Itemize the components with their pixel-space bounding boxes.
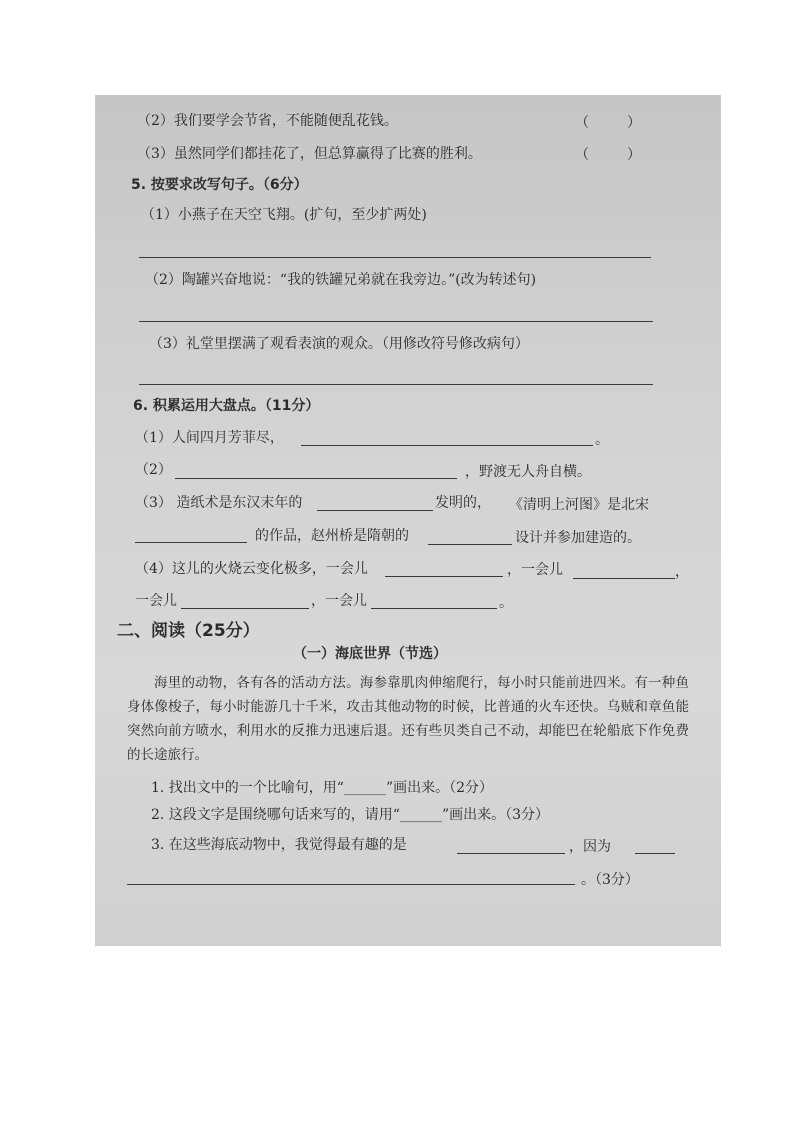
passage-title: （一）海底世界（节选） <box>293 646 447 662</box>
q6-item-4-text-e: ，一会儿 <box>311 593 367 609</box>
q4-item-3: （3）虽然同学们都挂花了，但总算赢得了比赛的胜利。 <box>137 146 482 162</box>
q6-item-3-text-d: 的作品，赵州桥是隋朝的 <box>255 528 409 544</box>
q6-item-3-text-c: 《清明上河图》是北宋 <box>509 497 649 513</box>
q6-item-4-text-c: ， <box>675 564 689 580</box>
reading-question-3-blank-1[interactable] <box>457 853 565 854</box>
q5-item-1: （1）小燕子在天空飞翔。(扩句，至少扩两处) <box>141 207 427 223</box>
q6-item-3-text-a: （3） 造纸术是东汉末年的 <box>135 495 303 511</box>
q6-item-4-text-a: （4）这儿的火烧云变化极多，一会儿 <box>135 561 368 577</box>
q5-title: 5. 按要求改写句子。（6分） <box>131 177 308 193</box>
q6-item-3-blank-1[interactable] <box>317 510 433 511</box>
q6-item-4-blank-4[interactable] <box>371 608 497 609</box>
reading-question-2: 2. 这段文字是围绕哪句话来写的，请用“______”画出来。（3分） <box>151 807 550 823</box>
q6-item-1-blank[interactable] <box>301 445 593 446</box>
q6-item-4-text-d: 一会儿 <box>135 593 177 609</box>
q6-item-2-blank[interactable] <box>175 478 457 479</box>
reading-question-3-text-a: 3. 在这些海底动物中，我觉得最有趣的是 <box>151 837 407 853</box>
reading-question-1: 1. 找出文中的一个比喻句，用“______”画出来。（2分） <box>151 780 494 796</box>
q5-item-2: （2）陶罐兴奋地说：“我的铁罐兄弟就在我旁边。”(改为转述句) <box>145 272 537 288</box>
q6-item-4-blank-3[interactable] <box>181 608 309 609</box>
q6-item-3-text-e: 设计并参加建造的。 <box>515 530 641 546</box>
q6-item-4-text-b: ，一会儿 <box>507 562 563 578</box>
passage-text: 海里的动物，各有各的活动方法。海参靠肌肉伸缩爬行，每小时只能前进四米。有一种鱼身体像梭子，每小时能游几十千米，攻击其他动物的时候，比普通的火车还快。乌贼和章鱼能突然向前方喷水，利用水的反推力迅速后退。还有些贝类自己不动，却能巴在轮船底下作免费的长途旅行。 <box>127 675 689 763</box>
q5-item-1-answer-line[interactable] <box>139 257 651 258</box>
q4-item-3-paren-open: （ <box>575 147 589 163</box>
q4-item-2-paren-close: ） <box>627 115 641 131</box>
q6-item-3-blank-3[interactable] <box>428 544 512 545</box>
q6-title: 6. 积累运用大盘点。（11分） <box>133 398 320 414</box>
reading-question-3-end: 。（3分） <box>581 872 639 888</box>
q6-item-2-text: ，野渡无人舟自横。 <box>465 464 591 480</box>
q6-item-4-blank-2[interactable] <box>573 578 675 579</box>
reading-question-3-blank-2[interactable] <box>635 853 675 854</box>
q4-item-3-paren-close: ） <box>627 147 641 163</box>
q6-item-3-text-b: 发明的， <box>435 495 491 511</box>
q6-item-1-end: 。 <box>595 432 609 448</box>
q5-item-3-answer-line[interactable] <box>139 384 653 385</box>
scanned-worksheet-photo <box>95 95 721 946</box>
reading-question-3-text-b: ，因为 <box>569 839 611 855</box>
q4-item-2-paren-open: （ <box>575 115 589 131</box>
q6-item-1-text: （1）人间四月芳菲尽， <box>135 430 284 446</box>
q6-item-4-blank-1[interactable] <box>385 576 503 577</box>
q6-item-2-number: （2） <box>135 462 172 478</box>
q6-item-4-text-f: 。 <box>499 595 513 611</box>
reading-question-3-blank-3[interactable] <box>127 884 575 885</box>
q5-item-3: （3）礼堂里摆满了观看表演的观众。（用修改符号修改病句） <box>149 336 529 352</box>
section-2-title: 二、阅读（25分） <box>117 621 260 641</box>
q6-item-3-blank-2[interactable] <box>135 542 247 543</box>
q5-item-2-answer-line[interactable] <box>139 321 653 322</box>
q4-item-2: （2）我们要学会节省，不能随便乱花钱。 <box>137 113 398 129</box>
